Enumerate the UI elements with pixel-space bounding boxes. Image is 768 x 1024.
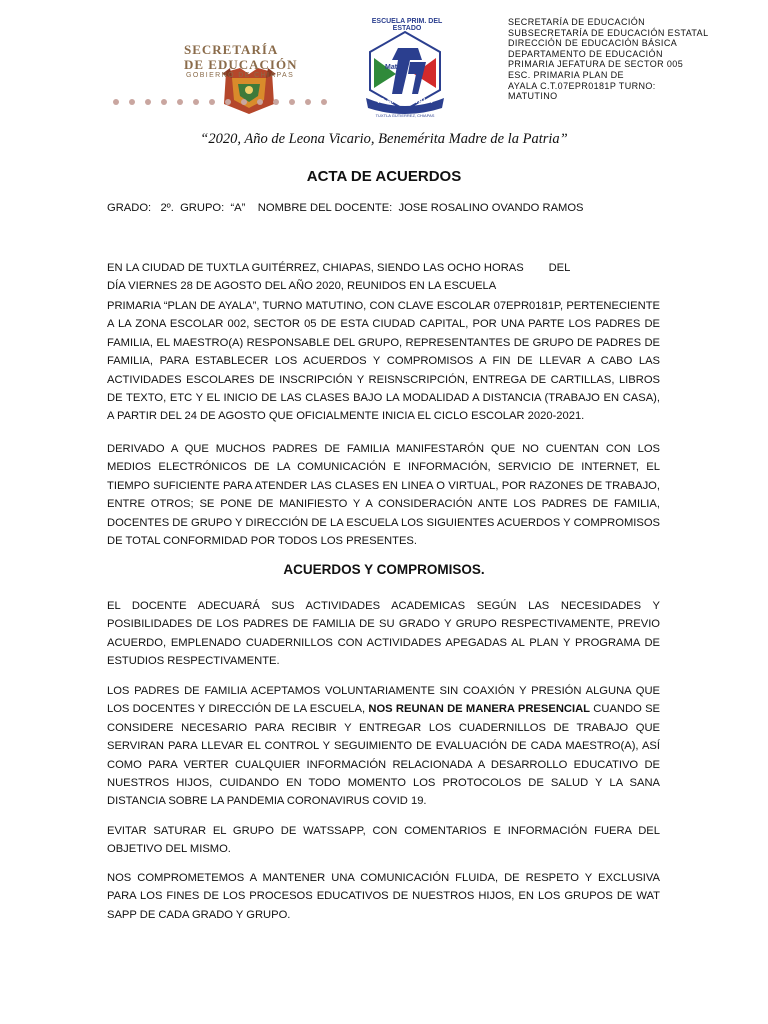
decorative-band-icon [108, 96, 330, 108]
school-logo-name: PLAN DE AYALA [377, 98, 433, 105]
header-info-line: ESC. PRIMARIA PLAN DE [508, 69, 624, 80]
header-info-line: DEPARTAMENTO DE EDUCACIÓN [508, 48, 663, 59]
grade-line: GRADO: 2º. GRUPO: “A” NOMBRE DEL DOCENTE: JOSE ROSALINO OVANDO RAMOS [107, 202, 584, 214]
gobierno-label: GOBIERNO DE CHIAPAS [186, 72, 295, 79]
header-info-line: MATUTINO [508, 91, 558, 102]
header-info-line: SECRETARÍA DE EDUCACIÓN [508, 17, 646, 27]
secretaria-logo [108, 30, 328, 112]
acuerdo-2-paragraph [107, 682, 660, 811]
school-logo-mat: Mat. [385, 64, 399, 71]
school-logo [352, 18, 458, 124]
acuerdo-2-emphasis: NOS REUNAN DE MANERA PRESENCIAL [368, 703, 590, 716]
intro-paragraph: PRIMARIA “PLAN DE AYALA”, TURNO MATUTINO, CON CLAVE ESCOLAR 07EPR0181P, PERTENECIENTE A LA ZONA ESCOLAR 002, SECTOR 05 DE ESTA CIUDAD CAPITAL, POR UNA PARTE LOS PADRES DE FAMILIA, EL MAESTRO(A) RESPONSABLE DEL GRUPO, REPRESENTANTES DE GRUPO DE PADRES DE FAMILIA, PARA ESTABLECER LOS ACUERDOS Y COMPROMISOS A FIN DE LLEVAR A CABO LAS ACTIVIDADES ESCOLARES DE INSCRIPCIÓN Y REISNSCRIPCIÓN, ENTREGA DE CARTILLAS, LIBROS DE TEXTO, ETC Y EL INICIO DE LAS CLASES BAJO LA MODALIDAD A DISTANCIA (TRABAJO EN CASA), A PARTIR DEL 24 DE AGOSTO QUE OFICIALMENTE INICIA EL CICLO ESCOLAR 2020-2021. [107, 300, 660, 423]
acuerdo-3-paragraph: EVITAR SATURAR EL GRUPO DE WATSSAPP, CON COMENTARIOS E INFORMACIÓN FUERA DEL OBJETIVO DEL MISMO. [107, 825, 660, 856]
derivado-paragraph: DERIVADO A QUE MUCHOS PADRES DE FAMILIA MANIFESTARÓN QUE NO CUENTAN CON LOS MEDIOS ELECTRÓNICOS DE LA COMUNICACIÓN E INFORMACIÓN, SERVICIO DE INTERNET, EL TIEMPO SUFICIENTE PARA ATENDER LAS CLASES EN LINEA O VIRTUAL, POR RAZONES DE TRABAJO, ENTRE OTROS; SE PONE DE MANIFIESTO Y A CONSIDERACIÓN ANTE LOS PADRES DE FAMILIA, DOCENTES DE GRUPO Y DIRECCIÓN DE LA ESCUELA LOS SIGUIENTES ACUERDOS Y COMPROMISOS DE TOTAL CONFORMIDAD POR TODOS LOS PRESENTES. [107, 443, 660, 548]
acuerdo-4-paragraph: NOS COMPROMETEMOS A MANTENER UNA COMUNICACIÓN FLUIDA, DE RESPETO Y EXCLUSIVA PARA LOS FINES DE LOS PROCESOS EDUCATIVOS DE NUESTROS HIJOS, EN LOS GRUPOS DE WAT SAPP DE CADA GRADO Y GRUPO. [107, 872, 660, 921]
header-info-line: SUBSECRETARÍA DE EDUCACIÓN ESTATAL [508, 27, 709, 38]
secretaria-title-line2: DE EDUCACIÓN [184, 57, 298, 72]
school-logo-top-text: ESCUELA PRIM. DEL ESTADO [371, 18, 443, 32]
intro-line-2: DÍA VIERNES 28 DE AGOSTO DEL AÑO 2020, REUNIDOS EN LA ESCUELA [107, 280, 497, 292]
header-info-line: AYALA C.T.07EPR0181P TURNO: [508, 80, 656, 91]
acuerdo-2-text-b: CUANDO SE CONSIDERE NECESARIO PARA RECIBIR Y ENTREGAR LOS CUADERNILLOS DE TRABAJO QUE SERVIRAN PARA LLEVAR EL CONTROL Y SEGUIMIENTO DE EVALUACIÓN DE CADA MAESTRO(A), ASÍ COMO PARA VERTER CUALQUIER INFORMACIÓN RELACIONADA A DESARROLLO EDUCATIVO DE NUESTROS HIJOS, CUIDANDO EN TODO MOMENTO LOS PROTOCOLOS DE SALUD Y LA SANA DISTANCIA SOBRE LA PANDEMIA CORONAVIRUS COVID 19. [107, 703, 660, 808]
plan-de-ayala-emblem-icon [352, 18, 458, 124]
secretaria-title-line1: SECRETARÍA [184, 42, 279, 57]
header-info-line: PRIMARIA JEFATURA DE SECTOR 005 [508, 59, 684, 70]
acuerdo-1-paragraph: EL DOCENTE ADECUARÁ SUS ACTIVIDADES ACADEMICAS SEGÚN LAS NECESIDADES Y POSIBILIDADES DE LOS PADRES DE FAMILIA DE SU GRADO Y GRUPO RESPECTIVAMENTE, PREVIO ACUERDO, EMPLENADO CUADERNILLOS CON ACTIVIDADES APEGADAS AL PLAN Y PROGRAMA DE ESTUDIOS RESPECTIVAMENTE. [107, 600, 660, 668]
intro-line-1: EN LA CIUDAD DE TUXTLA GUITÉRREZ, CHIAPAS, SIENDO LAS OCHO HORAS DEL [107, 262, 571, 274]
header-info [508, 17, 708, 102]
acuerdos-subtitle: ACUERDOS Y COMPROMISOS. [283, 562, 485, 577]
header-info-line: DIRECCIÓN DE EDUCACIÓN BÁSICA [508, 38, 678, 49]
motto: “2020, Año de Leona Vicario, Benemérita Madre de la Patria” [200, 131, 568, 147]
school-logo-city: TUXTLA GUTIERREZ, CHIAPAS [375, 113, 435, 118]
document-title: ACTA DE ACUERDOS [306, 168, 462, 185]
acuerdo-2-text-a: LOS PADRES DE FAMILIA ACEPTAMOS VOLUNTARIAMENTE SIN COAXIÓN Y PRESIÓN ALGUNA QUE LOS DOCENTES Y DIRECCIÓN DE LA ESCUELA, [107, 685, 660, 716]
